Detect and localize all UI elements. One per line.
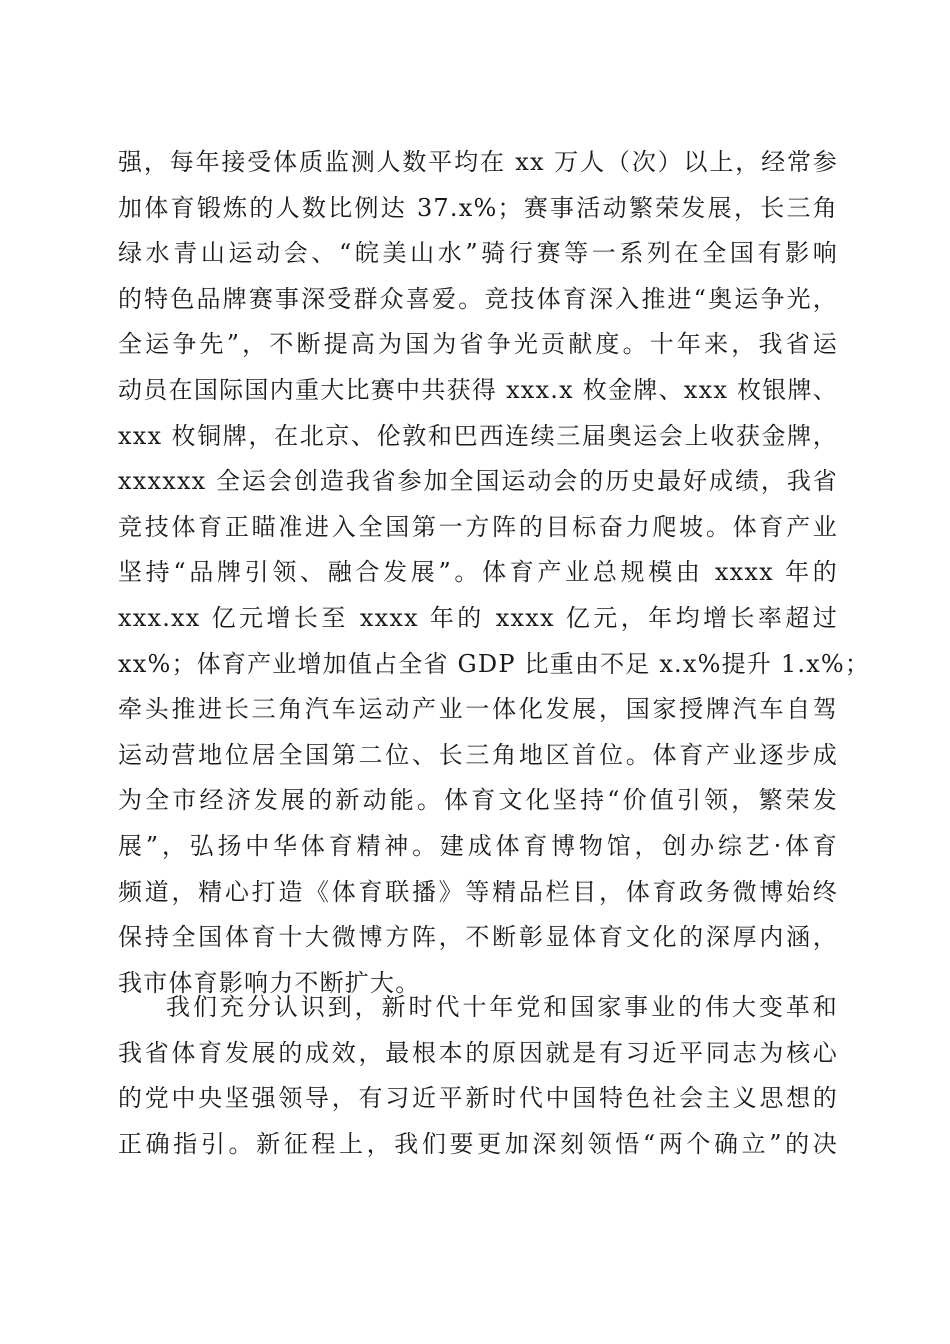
text-line: 频道，精心打造《体育联播》等精品栏目，体育政务微博始终	[118, 877, 838, 906]
text-line: 牵头推进长三角汽车运动产业一体化发展，国家授牌汽车自驾	[118, 695, 838, 724]
text-line: 展”，弘扬中华体育精神。建成体育博物馆，创办综艺·体育	[118, 831, 838, 860]
text-line: 正确指引。新征程上，我们要更加深刻领悟“两个确立”的决	[118, 1129, 838, 1158]
text-line: 为全市经济发展的新动能。体育文化坚持“价值引领，繁荣发	[118, 786, 838, 815]
text-line: 全运争先”，不断提高为国为省争光贡献度。十年来，我省运	[118, 330, 838, 359]
text-line: 保持全国体育十大微博方阵，不断彰显体育文化的深厚内涵，	[118, 923, 838, 952]
paragraph-achievements	[118, 140, 871, 1006]
text-line: 坚持“品牌引领、融合发展”。体育产业总规模由 xxxx 年的	[118, 558, 838, 587]
text-line: 我省体育发展的成效，最根本的原因就是有习近平同志为核心	[118, 1038, 838, 1067]
text-line: 运动营地位居全国第二位、长三角地区首位。体育产业逐步成	[118, 740, 838, 769]
text-line: 的特色品牌赛事深受群众喜爱。竞技体育深入推进“奥运争光，	[118, 284, 838, 313]
text-line: xx%；体育产业增加值占全省 GDP 比重由不足 x.x%提升 1.x%；	[118, 649, 871, 678]
text-line: xxx 枚铜牌，在北京、伦敦和巴西连续三届奥运会上收获金牌，	[118, 421, 838, 450]
text-line: 我们充分认识到，新时代十年党和国家事业的伟大变革和	[166, 993, 838, 1021]
text-line: 动员在国际国内重大比赛中共获得 xxx.x 枚金牌、xxx 枚银牌、	[118, 375, 838, 404]
paragraph-conclusion	[118, 985, 838, 1167]
text-line: 的党中央坚强领导，有习近平新时代中国特色社会主义思想的	[118, 1084, 838, 1113]
text-line: 强，每年接受体质监测人数平均在 xx 万人（次）以上，经常参	[118, 148, 838, 176]
text-line: 我市体育影响力不断扩大。	[118, 968, 421, 997]
text-line: 竞技体育正瞄准进入全国第一方阵的目标奋力爬坡。体育产业	[118, 512, 838, 541]
text-line: 加体育锻炼的人数比例达 37.x%；赛事活动繁荣发展，长三角	[118, 193, 838, 222]
text-line: xxxxxx 全运会创造我省参加全国运动会的历史最好成绩，我省	[118, 467, 838, 496]
text-line: xxx.xx 亿元增长至 xxxx 年的 xxxx 亿元，年均增长率超过	[118, 603, 838, 632]
text-line: 绿水青山运动会、“皖美山水”骑行赛等一系列在全国有影响	[118, 239, 838, 268]
